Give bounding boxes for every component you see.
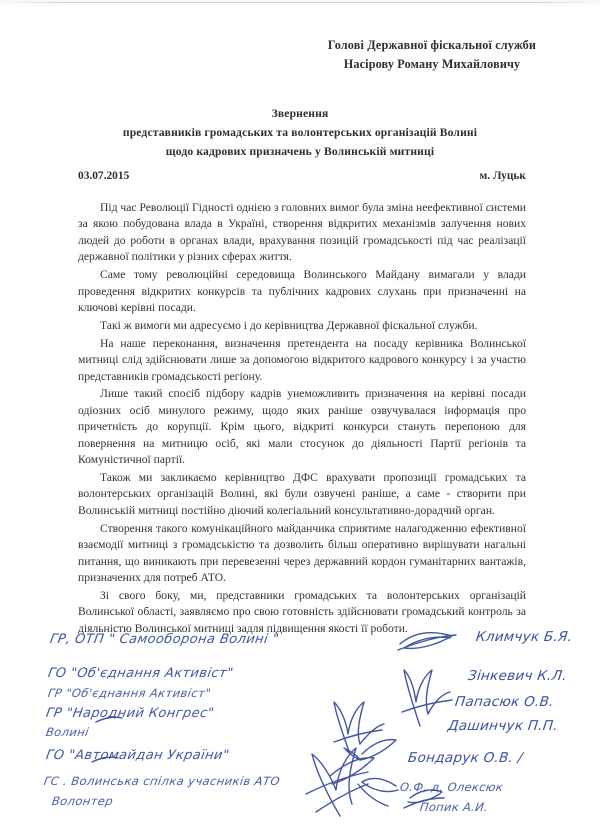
document-date: 03.07.2015 [78,170,130,182]
handwritten-organization: ГР "Об'єднання Активіст" [46,686,213,700]
addressee-line-2: Насірову Роману Михайловичу [343,57,521,71]
body-paragraph: Також ми закликаємо керівництво ДФС врахувати пропозиції громадських та волонтерських організацій Волині, які були озвучені раніше, а саме - створити при Волинській митниці постійно діючий колегіальний консультативно-дорадчий орган. [78,471,526,517]
handwritten-organization: ГО "Об'єднання Активіст" [46,666,235,681]
body-paragraph: Такі ж вимоги ми адресуємо і до керівництва Державної фіскальної служби. [100,318,478,332]
addressee-block [282,36,582,74]
handwritten-signer-name: О.Ф. д. Олексюк [399,780,504,794]
body-paragraph: Зі свого боку, ми, представники громадських та волонтерських організацій Волинської області, заявляємо про свою готовність здійснювати громадський контроль за діяльністю Волинської митниці задля підвищення якості її роботи. [78,588,526,635]
body-paragraph: Під час Революції Гідності однією з головних вимог була зміна неефективної системи за якою побудована влада в Україні, створення відкритих механізмів залучення нових людей до роботи в органах влади, врахування позицій громадськості під час реалізації державної політики у різних сферах життя. [78,201,526,264]
handwritten-organization: Волині [44,725,90,739]
addressee-line-1: Голові Державної фіскальної служби [327,38,537,52]
title-line-2: представників громадських та волонтерських організацій Волині [122,126,478,139]
handwritten-signer-name: Попик А.И. [419,800,489,814]
body-paragraph: Створення такого комунікаційного майданчика сприятиме налагодженню ефективної взаємодії митниці з громадськістю та дозволить більш оперативно вирішувати нагальні питання, що виникають при перевезенні через державний кордон гуманітарних вантажів, призначених для потреб АТО. [78,521,526,584]
handwritten-signer-name: Дашинчук П.П. [447,718,559,734]
date-place-row [78,170,526,182]
document-title [0,104,600,161]
handwritten-organization: ГР, ОТП " Самооборона Волині " [48,632,281,647]
handwritten-organization: ГР "Народний Конгрес" [44,706,216,721]
body-paragraph: Саме тому революційні середовища Волинського Майдану вимагали у влади проведення відкритих конкурсів та публічних кадрових слухань при призначенні на ключові керівні посади. [78,268,526,314]
handwritten-signer-name: Зінкевич К.Л. [467,668,568,684]
handwritten-signer-name: Папасюк О.В. [454,694,555,710]
document-body [78,200,526,639]
handwritten-organization: Волонтер [50,794,115,808]
handwritten-organization: ГС . Волинська спілка учасників АТО [42,774,282,788]
handwritten-organization: ГО "Автомайдан України" [44,748,231,763]
body-paragraph: Лише такий спосіб підбору кадрів унеможливить призначення на керівні посади одіозних осіб минулого режиму, щодо яких раніше озвучувалася інформація про причетність до корупції. Крім цього, відкриті конкурси стануть перепоною для повернення на митницю осіб, які мали стосунок до діяльності Партії регіонів та Комуністичної партії. [78,387,526,467]
handwritten-signer-name: Бондарук О.В. / [407,750,524,766]
handwritten-signer-name: Климчук Б.Я. [475,629,574,645]
title-line-1: Звернення [271,107,329,120]
document-place: м. Луцьк [479,170,526,182]
signature-block [0,626,600,825]
title-line-3: щодо кадрових призначень у Волинській митниці [165,145,435,158]
body-paragraph: На наше переконання, визначення претендента на посаду керівника Волинської митниці слід здійснювати лише за допомогою відкритого кадрового конкурсу і за участю представників громадськості регіону. [78,336,526,383]
